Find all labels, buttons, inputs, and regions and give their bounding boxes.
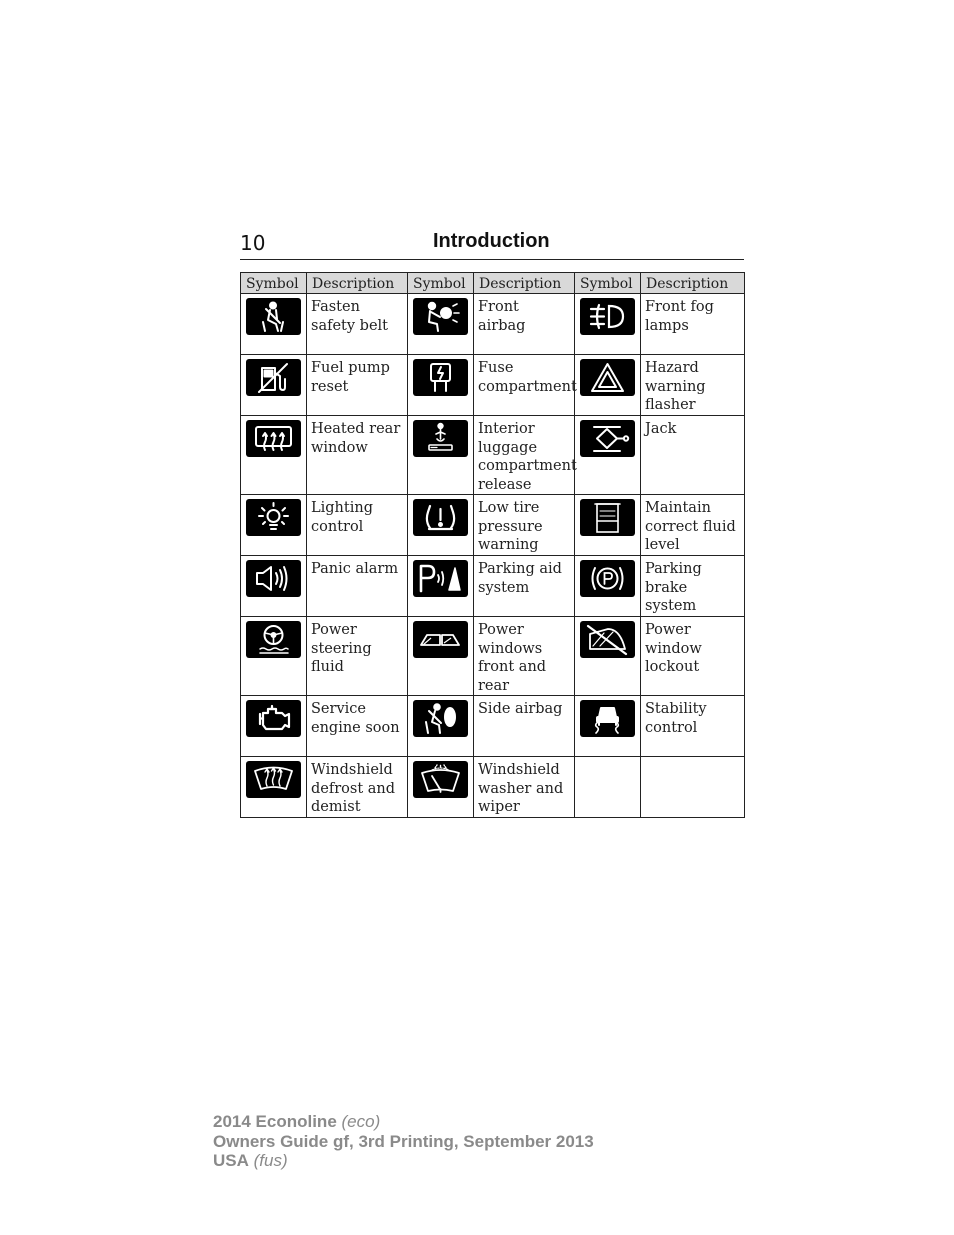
symbol-cell bbox=[575, 556, 641, 617]
low-tire-pressure-icon bbox=[413, 499, 468, 536]
symbol-cell bbox=[408, 696, 474, 757]
description-cell: Stability control bbox=[641, 696, 745, 757]
description-cell: Parking aid system bbox=[474, 556, 575, 617]
symbol-cell bbox=[575, 495, 641, 556]
luggage-release-icon bbox=[413, 420, 468, 457]
footer-line-guide bbox=[213, 1132, 594, 1152]
parking-brake-icon bbox=[580, 560, 635, 597]
column-header: Symbol bbox=[575, 273, 641, 294]
description-cell: Panic alarm bbox=[307, 556, 408, 617]
description-cell: Parking brake system bbox=[641, 556, 745, 617]
page-title: Introduction bbox=[433, 230, 550, 252]
panic-alarm-icon bbox=[246, 560, 301, 597]
description-cell: Fasten safety belt bbox=[307, 294, 408, 355]
stability-control-icon bbox=[580, 700, 635, 737]
description-cell: Lighting control bbox=[307, 495, 408, 556]
description-cell: Interior luggage compartment release bbox=[474, 416, 575, 495]
description-cell: Front airbag bbox=[474, 294, 575, 355]
power-steering-fluid-icon bbox=[246, 621, 301, 658]
column-header: Description bbox=[307, 273, 408, 294]
page-number: 10 bbox=[240, 231, 266, 255]
fluid-level-icon bbox=[580, 499, 635, 536]
parking-aid-icon bbox=[413, 560, 468, 597]
table-row bbox=[241, 617, 745, 696]
footer-guide-edition: Owners Guide gf, 3rd Printing, September 2013 bbox=[213, 1131, 594, 1151]
symbol-cell bbox=[408, 355, 474, 416]
column-header: Description bbox=[474, 273, 575, 294]
symbol-legend-table bbox=[240, 272, 745, 818]
footer-region: USA bbox=[213, 1151, 249, 1170]
column-header: Symbol bbox=[408, 273, 474, 294]
windshield-defrost-icon bbox=[246, 761, 301, 798]
description-cell: Windshield defrost and demist bbox=[307, 757, 408, 818]
page-header bbox=[240, 229, 744, 260]
symbol-cell bbox=[408, 294, 474, 355]
description-cell: Low tire pressure warning bbox=[474, 495, 575, 556]
footer-line-model bbox=[213, 1112, 594, 1132]
jack-icon bbox=[580, 420, 635, 457]
symbol-cell bbox=[241, 294, 307, 355]
description-cell: Power window lockout bbox=[641, 617, 745, 696]
footer-line-region bbox=[213, 1151, 594, 1171]
symbol-cell bbox=[575, 696, 641, 757]
description-cell: Front fog lamps bbox=[641, 294, 745, 355]
front-fog-lamp-icon bbox=[580, 298, 635, 335]
symbol-cell bbox=[408, 495, 474, 556]
page-footer bbox=[213, 1112, 594, 1171]
symbol-cell bbox=[241, 495, 307, 556]
symbol-cell bbox=[241, 355, 307, 416]
hazard-icon bbox=[580, 359, 635, 396]
table-row bbox=[241, 556, 745, 617]
seat-belt-icon bbox=[246, 298, 301, 335]
power-windows-icon bbox=[413, 621, 468, 658]
description-cell: Power windows front and rear bbox=[474, 617, 575, 696]
side-airbag-icon bbox=[413, 700, 468, 737]
symbol-cell bbox=[241, 416, 307, 495]
table-row bbox=[241, 416, 745, 495]
table-row bbox=[241, 495, 745, 556]
front-airbag-icon bbox=[413, 298, 468, 335]
fuel-pump-reset-icon bbox=[246, 359, 301, 396]
symbol-cell bbox=[241, 696, 307, 757]
lighting-control-icon bbox=[246, 499, 301, 536]
heated-rear-window-icon bbox=[246, 420, 301, 457]
symbol-cell bbox=[408, 556, 474, 617]
symbol-cell bbox=[575, 416, 641, 495]
description-cell: Fuse compartment bbox=[474, 355, 575, 416]
empty-description-cell bbox=[641, 757, 745, 818]
symbol-cell bbox=[575, 617, 641, 696]
symbol-cell bbox=[408, 617, 474, 696]
service-engine-icon bbox=[246, 700, 301, 737]
description-cell: Windshield washer and wiper bbox=[474, 757, 575, 818]
symbol-cell bbox=[241, 617, 307, 696]
description-cell: Jack bbox=[641, 416, 745, 495]
description-cell: Hazard warning flasher bbox=[641, 355, 745, 416]
table-header-row bbox=[241, 273, 745, 294]
table-row bbox=[241, 294, 745, 355]
symbol-cell bbox=[408, 416, 474, 495]
column-header: Symbol bbox=[241, 273, 307, 294]
description-cell: Fuel pump reset bbox=[307, 355, 408, 416]
footer-region-code: (fus) bbox=[253, 1151, 288, 1170]
footer-model: 2014 Econoline bbox=[213, 1112, 337, 1131]
description-cell: Side airbag bbox=[474, 696, 575, 757]
symbol-cell bbox=[241, 556, 307, 617]
empty-symbol-cell bbox=[575, 757, 641, 818]
symbol-cell bbox=[408, 757, 474, 818]
symbol-cell bbox=[575, 355, 641, 416]
column-header: Description bbox=[641, 273, 745, 294]
table-row bbox=[241, 355, 745, 416]
description-cell: Power steering fluid bbox=[307, 617, 408, 696]
description-cell: Heated rear window bbox=[307, 416, 408, 495]
description-cell: Maintain correct fluid level bbox=[641, 495, 745, 556]
windshield-washer-icon bbox=[413, 761, 468, 798]
description-cell: Service engine soon bbox=[307, 696, 408, 757]
fuse-icon bbox=[413, 359, 468, 396]
table-row bbox=[241, 696, 745, 757]
footer-model-code: (eco) bbox=[341, 1112, 381, 1131]
symbol-cell bbox=[241, 757, 307, 818]
power-window-lockout-icon bbox=[580, 621, 635, 658]
symbol-cell bbox=[575, 294, 641, 355]
table-row bbox=[241, 757, 745, 818]
